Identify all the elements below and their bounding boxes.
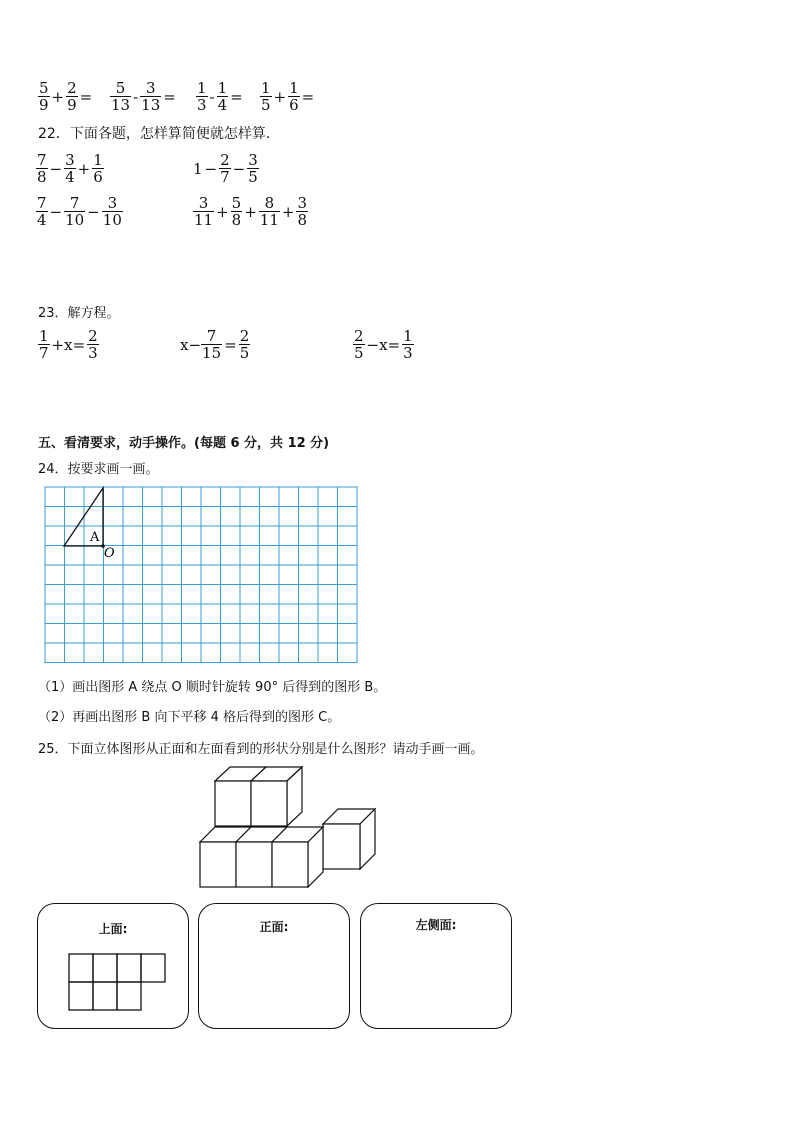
top-view-box[interactable]: [37, 903, 189, 1029]
grid-cell: [318, 624, 338, 644]
grid-cell: [299, 624, 319, 644]
grid-cell: [162, 604, 182, 624]
q23-eq-1: $\frac{1}{7}$ +x= $\frac{2}{3}$: [39, 327, 98, 362]
grid-cell: [143, 643, 163, 663]
grid-cell: [104, 643, 124, 663]
grid-cell: [338, 546, 358, 566]
q21-expr-2: $\frac{5}{13}$ - $\frac{3}{13}$ =: [111, 79, 176, 114]
grid-cell: [279, 585, 299, 605]
grid-cell: [201, 585, 221, 605]
grid-cell: [104, 604, 124, 624]
grid-cell: [143, 624, 163, 644]
grid-cell: [123, 604, 143, 624]
grid-cell: [221, 487, 241, 507]
grid-cell: [240, 507, 260, 527]
grid-cell: [299, 604, 319, 624]
grid-cell: [182, 487, 202, 507]
q25-title: 25．下面立体图形从正面和左面看到的形状分别是什么图形？请动手画一画。: [38, 742, 484, 757]
grid-cell: [123, 526, 143, 546]
grid-cell: [221, 624, 241, 644]
grid-cell: [260, 546, 280, 566]
grid-cell: [84, 624, 104, 644]
grid-cell: [143, 585, 163, 605]
grid-cell: [201, 565, 221, 585]
grid-cell: [338, 604, 358, 624]
grid-cell: [104, 507, 124, 527]
grid-cell: [104, 526, 124, 546]
grid-cell: [45, 546, 65, 566]
q22-expr-1: $\frac{7}{8}$ − $\frac{3}{4}$ + $\frac{1}{6}$: [37, 151, 103, 186]
q23-eq-2: x− $\frac{7}{15}$ = $\frac{2}{5}$: [180, 327, 250, 362]
grid-cell: [182, 526, 202, 546]
q22-expr-3: $\frac{7}{4}$ − $\frac{7}{10}$ − $\frac{3}{10}$: [37, 194, 122, 229]
grid-cell: [143, 526, 163, 546]
grid-cell: [338, 565, 358, 585]
grid-cell: [318, 643, 338, 663]
grid-cell: [240, 565, 260, 585]
label-o: O: [104, 546, 115, 561]
grid-cell: [221, 526, 241, 546]
q24-task-1: （1）画出图形 A 绕点 O 顺时针旋转 90° 后得到的图形 B。: [38, 680, 387, 695]
grid-cell: [143, 487, 163, 507]
fraction: $\frac{3}{13}$: [141, 79, 161, 114]
grid-cell: [162, 487, 182, 507]
grid-cell: [104, 624, 124, 644]
grid-cell: [221, 585, 241, 605]
grid-cell: [143, 604, 163, 624]
grid-cell: [162, 624, 182, 644]
grid-cell: [65, 565, 85, 585]
grid-cell: [65, 604, 85, 624]
fraction: $\frac{5}{9}$: [39, 79, 49, 114]
grid-cell: [84, 487, 104, 507]
grid-cell: [318, 507, 338, 527]
grid-cell: [299, 565, 319, 585]
grid-cell: [240, 604, 260, 624]
grid-cell: [338, 507, 358, 527]
q21-expr-1: $\frac{5}{9}$ + $\frac{2}{9}$ =: [39, 79, 93, 114]
grid-cell: [104, 487, 124, 507]
grid-cell: [65, 643, 85, 663]
q22-expr-4: $\frac{3}{11}$ + $\frac{5}{8}$ + $\frac{8}{11}$ + $\frac{3}{8}$: [194, 194, 308, 229]
grid-cell: [221, 643, 241, 663]
grid-cell: [260, 507, 280, 527]
grid-cell: [318, 585, 338, 605]
label-a: A: [90, 530, 100, 545]
grid-cell: [240, 487, 260, 507]
grid-cell: [318, 565, 338, 585]
grid-cell: [260, 565, 280, 585]
grid-cell: [45, 565, 65, 585]
q24-task-2: （2）再画出图形 B 向下平移 4 格后得到的图形 C。: [38, 710, 341, 725]
grid-cell: [162, 565, 182, 585]
grid-cell: [260, 604, 280, 624]
fraction: $\frac{5}{13}$: [111, 79, 131, 114]
grid-cell: [123, 643, 143, 663]
top-view-label: 上面:: [98, 922, 128, 936]
grid-cell: [318, 487, 338, 507]
grid-cell: [201, 624, 221, 644]
grid-cell: [338, 585, 358, 605]
grid-cell: [279, 643, 299, 663]
grid-cell: [299, 507, 319, 527]
grid-cell: [45, 507, 65, 527]
grid-cell: [123, 585, 143, 605]
grid-cell: [279, 565, 299, 585]
grid-cell: [240, 643, 260, 663]
fraction: $\frac{1}{3}$: [197, 79, 207, 114]
grid-cell: [84, 507, 104, 527]
grid-cell: [221, 546, 241, 566]
grid-cell: [260, 643, 280, 663]
q25-cube-figure: [195, 762, 380, 892]
grid-cell: [182, 546, 202, 566]
grid-cell: [162, 643, 182, 663]
grid-cell: [84, 546, 104, 566]
section-5-title: 五、看清要求，动手操作。(每题 6 分，共 12 分): [38, 436, 330, 451]
grid-cell: [123, 565, 143, 585]
grid-cell: [201, 604, 221, 624]
q24-title: 24．按要求画一画。: [38, 462, 159, 477]
grid-cell: [162, 546, 182, 566]
grid-cell: [65, 507, 85, 527]
grid-cell: [279, 507, 299, 527]
grid-cell: [201, 487, 221, 507]
grid-cell: [201, 546, 221, 566]
fraction: $\frac{2}{9}$: [67, 79, 77, 114]
grid-cell: [45, 487, 65, 507]
grid-cell: [260, 526, 280, 546]
grid-cell: [240, 526, 260, 546]
grid-cell: [318, 604, 338, 624]
fraction: $\frac{1}{4}$: [217, 79, 228, 114]
grid-cell: [123, 546, 143, 566]
q23-eq-3: $\frac{2}{5}$ −x= $\frac{1}{3}$: [354, 327, 413, 362]
grid-cell: [201, 507, 221, 527]
grid-cell: [162, 507, 182, 527]
grid-cell: [65, 585, 85, 605]
grid-cell: [84, 604, 104, 624]
grid-cell: [45, 585, 65, 605]
fraction: $\frac{1}{5}$: [261, 79, 271, 114]
grid-cell: [260, 624, 280, 644]
grid-cell: [182, 624, 202, 644]
grid-cell: [299, 526, 319, 546]
q22-title: 22．下面各题，怎样算简便就怎样算.: [38, 126, 271, 142]
q23-title: 23．解方程。: [38, 306, 120, 321]
grid-cell: [260, 585, 280, 605]
grid-cell: [162, 526, 182, 546]
top-view-drawing: [68, 952, 168, 1012]
grid-cell: [123, 507, 143, 527]
front-view-box[interactable]: [198, 903, 350, 1029]
q22-expr-2: 1 − $\frac{2}{7}$ − $\frac{3}{5}$: [193, 151, 258, 186]
q21-expr-3: $\frac{1}{3}$ - $\frac{1}{4}$ =: [197, 79, 243, 114]
grid-cell: [65, 526, 85, 546]
grid-cell: [162, 585, 182, 605]
q24-grid-figure: [42, 485, 360, 665]
grid-cell: [221, 604, 241, 624]
q21-row: [38, 80, 358, 116]
grid-cell: [45, 526, 65, 546]
grid-cell: [65, 487, 85, 507]
grid-cell: [65, 546, 85, 566]
grid-cell: [299, 585, 319, 605]
grid-cell: [299, 546, 319, 566]
grid-cell: [279, 604, 299, 624]
grid-cell: [45, 604, 65, 624]
grid-cell: [201, 526, 221, 546]
grid-cell: [182, 643, 202, 663]
grid-cell: [299, 643, 319, 663]
fraction: $\frac{1}{6}$: [289, 79, 299, 114]
grid-cell: [240, 624, 260, 644]
grid-cell: [104, 585, 124, 605]
grid-cell: [240, 585, 260, 605]
grid-cell: [279, 526, 299, 546]
grid-cell: [240, 546, 260, 566]
front-view-label: 正面:: [259, 920, 289, 934]
left-view-box[interactable]: [360, 903, 512, 1029]
grid-cell: [221, 565, 241, 585]
grid-cell: [182, 585, 202, 605]
grid-cell: [338, 487, 358, 507]
grid-cell: [123, 487, 143, 507]
grid-cell: [84, 585, 104, 605]
grid-cell: [65, 624, 85, 644]
grid-cell: [279, 624, 299, 644]
grid-cell: [84, 643, 104, 663]
left-view-label: 左侧面:: [415, 918, 457, 932]
grid-cell: [338, 643, 358, 663]
grid-cell: [143, 565, 163, 585]
grid-cell: [45, 624, 65, 644]
grid-cell: [104, 565, 124, 585]
grid-cell: [299, 487, 319, 507]
square-grid: [45, 487, 357, 663]
grid-cell: [279, 487, 299, 507]
grid-cell: [45, 643, 65, 663]
grid-cell: [318, 526, 338, 546]
grid-cell: [338, 526, 358, 546]
grid-cell: [338, 624, 358, 644]
grid-cell: [279, 546, 299, 566]
grid-cell: [182, 507, 202, 527]
grid-cell: [260, 487, 280, 507]
grid-cell: [201, 643, 221, 663]
grid-cell: [143, 546, 163, 566]
grid-cell: [318, 546, 338, 566]
grid-cell: [143, 507, 163, 527]
q21-expr-4: $\frac{1}{5}$ + $\frac{1}{6}$ =: [261, 79, 315, 114]
grid-cell: [84, 565, 104, 585]
grid-cell: [123, 624, 143, 644]
grid-cell: [182, 565, 202, 585]
grid-cell: [221, 507, 241, 527]
grid-cell: [182, 604, 202, 624]
